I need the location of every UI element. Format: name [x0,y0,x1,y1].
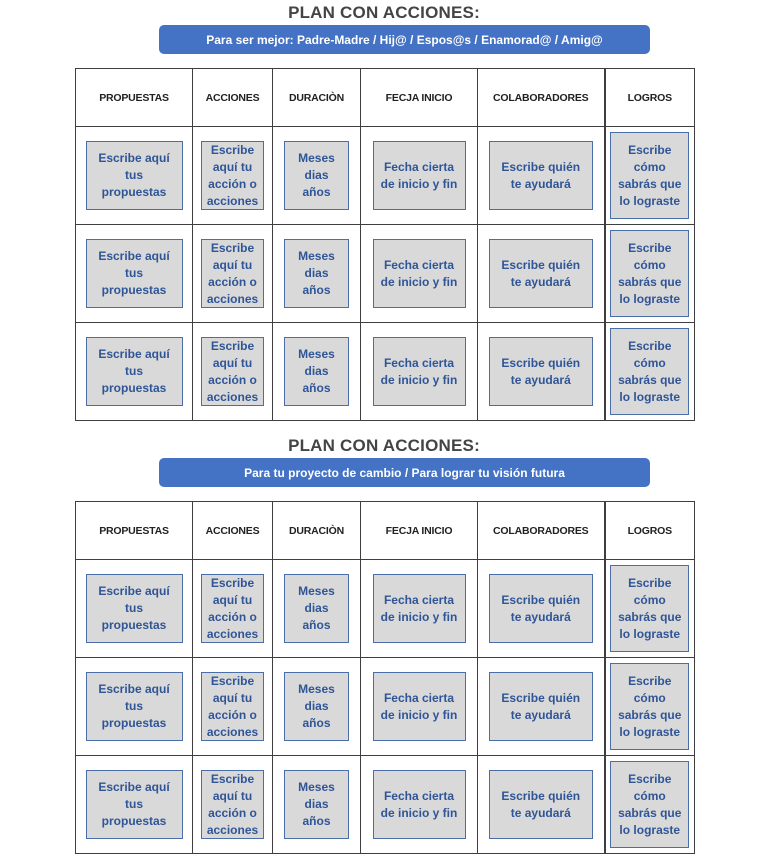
header-acciones: ACCIONES [193,69,273,127]
propuestas-input-box[interactable]: Escribe aquí tus propuestas [86,141,183,210]
acciones-input-box[interactable]: Escribe aquí tu acción o acciones [201,770,264,839]
duracion-input-box[interactable]: Meses dias años [284,574,349,643]
fecha-input-box[interactable]: Fecha cierta de inicio y fin [373,672,466,741]
header-fecha-inicio: FECJA INICIO [361,502,478,560]
table-header-row [76,69,695,127]
acciones-input-box[interactable]: Escribe aquí tu acción o acciones [201,337,264,406]
logros-input-box[interactable]: Escribe cómo sabrás que lo lograste [610,132,689,219]
logros-input-box[interactable]: Escribe cómo sabrás que lo lograste [610,565,689,652]
propuestas-input-box[interactable]: Escribe aquí tus propuestas [86,239,183,308]
header-acciones: ACCIONES [193,502,273,560]
acciones-input-box[interactable]: Escribe aquí tu acción o acciones [201,141,264,210]
fecha-input-box[interactable]: Fecha cierta de inicio y fin [373,141,466,210]
colaboradores-input-box[interactable]: Escribe quién te ayudará [489,672,593,741]
duracion-input-box[interactable]: Meses dias años [284,141,349,210]
fecha-input-box[interactable]: Fecha cierta de inicio y fin [373,770,466,839]
logros-input-box[interactable]: Escribe cómo sabrás que lo lograste [610,663,689,750]
duracion-input-box[interactable]: Meses dias años [284,672,349,741]
table-row [76,658,695,756]
colaboradores-input-box[interactable]: Escribe quién te ayudará [489,141,593,210]
logros-input-box[interactable]: Escribe cómo sabrás que lo lograste [610,761,689,848]
duracion-input-box[interactable]: Meses dias años [284,770,349,839]
propuestas-input-box[interactable]: Escribe aquí tus propuestas [86,337,183,406]
header-logros: LOGROS [605,502,695,560]
acciones-input-box[interactable]: Escribe aquí tu acción o acciones [201,239,264,308]
table-row [76,127,695,225]
logros-input-box[interactable]: Escribe cómo sabrás que lo lograste [610,230,689,317]
plan-table-2 [75,501,695,854]
acciones-input-box[interactable]: Escribe aquí tu acción o acciones [201,574,264,643]
table-row [76,225,695,323]
logros-input-box[interactable]: Escribe cómo sabrás que lo lograste [610,328,689,415]
header-colaboradores: COLABORADORES [478,502,605,560]
table-header-row [76,502,695,560]
section-2-title: PLAN CON ACCIONES: [288,436,480,455]
fecha-input-box[interactable]: Fecha cierta de inicio y fin [373,574,466,643]
header-colaboradores: COLABORADORES [478,69,605,127]
header-propuestas: PROPUESTAS [76,69,193,127]
section-1-title: PLAN CON ACCIONES: [288,3,480,22]
propuestas-input-box[interactable]: Escribe aquí tus propuestas [86,672,183,741]
header-duracion: DURACIÒN [273,69,361,127]
colaboradores-input-box[interactable]: Escribe quién te ayudará [489,770,593,839]
header-propuestas: PROPUESTAS [76,502,193,560]
table-row [76,560,695,658]
colaboradores-input-box[interactable]: Escribe quién te ayudará [489,337,593,406]
fecha-input-box[interactable]: Fecha cierta de inicio y fin [373,239,466,308]
section-2-subtitle-banner: Para tu proyecto de cambio / Para lograr tu visión futura [159,458,650,487]
header-fecha-inicio: FECJA INICIO [361,69,478,127]
colaboradores-input-box[interactable]: Escribe quién te ayudará [489,574,593,643]
propuestas-input-box[interactable]: Escribe aquí tus propuestas [86,770,183,839]
header-logros: LOGROS [605,69,695,127]
duracion-input-box[interactable]: Meses dias años [284,239,349,308]
colaboradores-input-box[interactable]: Escribe quién te ayudará [489,239,593,308]
acciones-input-box[interactable]: Escribe aquí tu acción o acciones [201,672,264,741]
table-row [76,756,695,854]
table-row [76,323,695,421]
section-1-subtitle-banner: Para ser mejor: Padre-Madre / Hij@ / Espos@s / Enamorad@ / Amig@ [159,25,650,54]
plan-table-1 [75,68,695,421]
duracion-input-box[interactable]: Meses dias años [284,337,349,406]
fecha-input-box[interactable]: Fecha cierta de inicio y fin [373,337,466,406]
header-duracion: DURACIÒN [273,502,361,560]
propuestas-input-box[interactable]: Escribe aquí tus propuestas [86,574,183,643]
